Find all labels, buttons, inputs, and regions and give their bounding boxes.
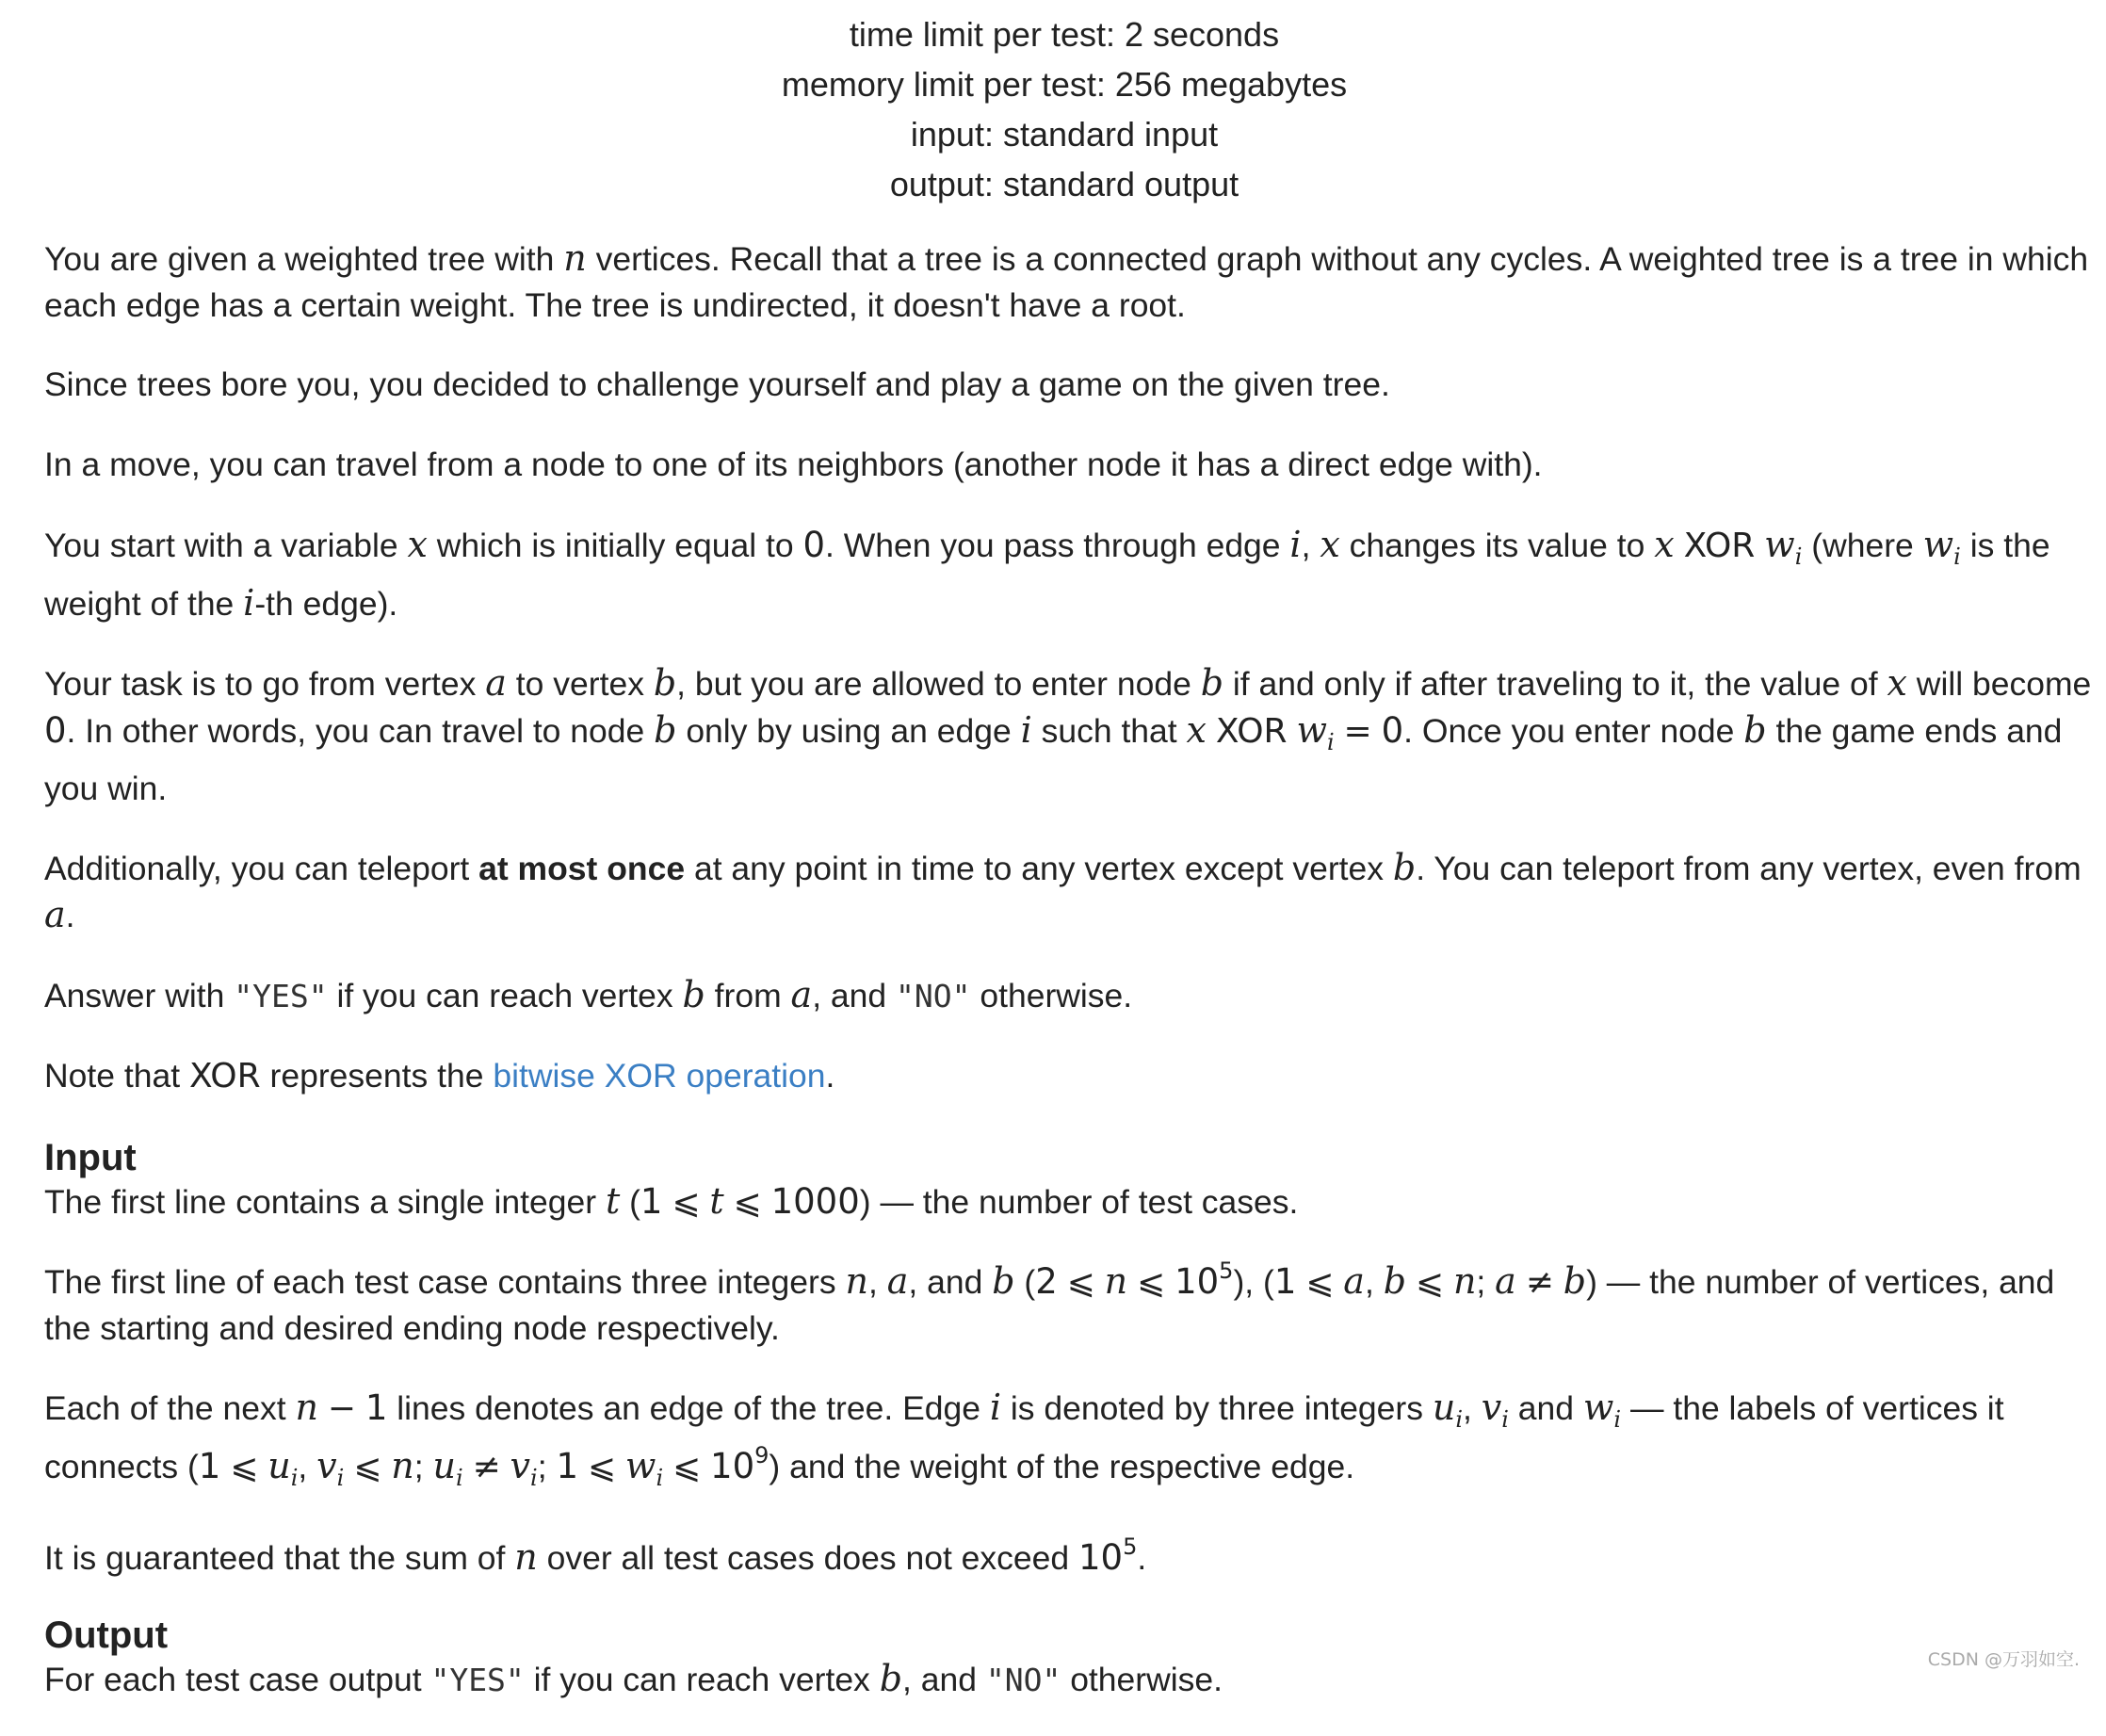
memory-limit: memory limit per test: 256 megabytes bbox=[781, 65, 1348, 104]
problem-limits bbox=[0, 9, 2106, 209]
input-line-4: It is guaranteed that the sum of n over all test cases does not exceed $10^5$. bbox=[44, 1533, 1147, 1578]
statement-paragraph-5: Your task is to go from vertex a to vertex b, but you are allowed to enter node b if and only if after traveling to it, the value of x will become 0. In other words, you can travel to node b only by using an edge i such that x XOR $w_i = 0$. Once you enter node b the game ends and you win. bbox=[44, 662, 2092, 807]
statement-paragraph-7: Answer with "YES" if you can reach vertex b from a, and "NO" otherwise. bbox=[44, 974, 1133, 1015]
statement-paragraph-4: You start with a variable x which is initially equal to 0. When you pass through edge i, x changes its value to x XOR $w_i$ (where $w_i$ is the weight of the i-th edge). bbox=[44, 524, 2050, 624]
input-line-1: The first line contains a single integer t (1 ⩽ t ⩽ 1000) — the number of test cases. bbox=[44, 1180, 1299, 1222]
input-spec: input: standard input bbox=[910, 115, 1219, 154]
problem-statement bbox=[44, 235, 2098, 1736]
input-line-2: The first line of each test case contains three integers n, a, and b (2 ⩽ n ⩽ $10^5$), (1 ⩽ a, b ⩽ n; a ≠ b) — the number of vertices, and the starting and desired ending node respectively. bbox=[44, 1257, 2055, 1347]
bitwise-xor-link[interactable]: bitwise XOR operation bbox=[493, 1057, 826, 1095]
statement-paragraph-2: Since trees bore you, you decided to challenge yourself and play a game on the given tree. bbox=[44, 365, 1390, 403]
statement-paragraph-6: Additionally, you can teleport at most once at any point in time to any vertex except vertex b. You can teleport from any vertex, even from a. bbox=[44, 847, 2082, 935]
time-limit: time limit per test: 2 seconds bbox=[849, 15, 1280, 54]
csdn-watermark: CSDN @万羽如空. bbox=[1927, 1649, 2080, 1670]
output-spec: output: standard output bbox=[889, 165, 1239, 203]
input-line-3: Each of the next n − 1 lines denotes an edge of the tree. Edge i is denoted by three integers $u_i$, $v_i$ and $w_i$ — the labels of vertices it connects (1 ⩽ $u_i$, $v_i$ ⩽ n; $u_i \ne v_i$; 1 ⩽ $w_i$ ⩽ $10^9$) and the weight of the respective edge. bbox=[44, 1387, 2004, 1491]
input-section-title: Input bbox=[44, 1137, 137, 1178]
statement-paragraph-1: You are given a weighted tree with n vertices. Recall that a tree is a connected graph without any cycles. A weighted tree is a tree in which each edge has a certain weight. The tree is undirected, it doesn't have a root. bbox=[44, 237, 2089, 324]
statement-paragraph-8: Note that XOR represents the bitwise XOR operation. bbox=[44, 1057, 835, 1095]
statement-paragraph-3: In a move, you can travel from a node to one of its neighbors (another node it has a direct edge with). bbox=[44, 446, 1543, 483]
output-section-title: Output bbox=[44, 1614, 169, 1656]
output-line-1: For each test case output "YES" if you can reach vertex b, and "NO" otherwise. bbox=[44, 1658, 1223, 1699]
